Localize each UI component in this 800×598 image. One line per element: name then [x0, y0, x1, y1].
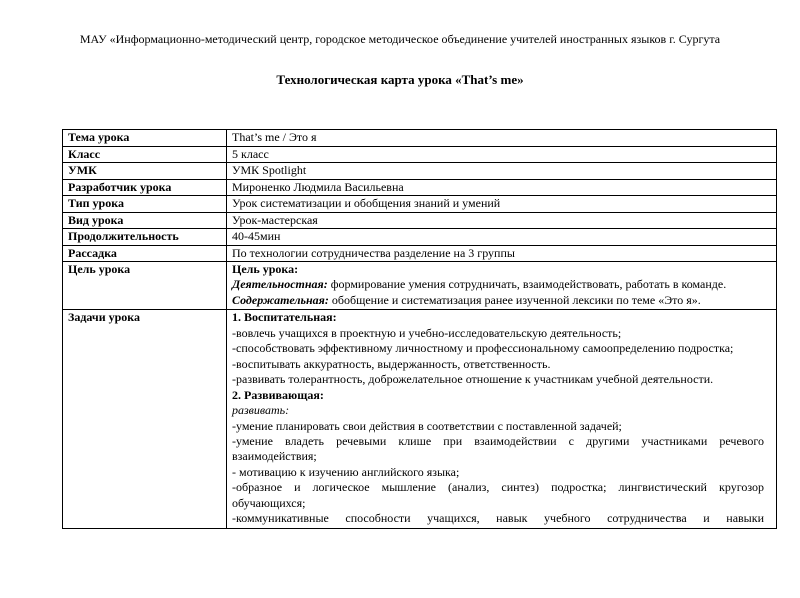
goal-text: формирование умения сотрудничать, взаимодействовать, работать в команде. [330, 277, 727, 292]
goal-paragraph [232, 293, 764, 308]
goal-cell [227, 262, 777, 310]
goal-text: обобщение и систематизация ранее изученной лексики по теме «Это я». [331, 292, 701, 307]
table-row [63, 163, 777, 180]
row-label: Класс [63, 146, 227, 163]
row-value: По технологии сотрудничества разделение на 3 группы [227, 245, 777, 262]
row-label: Задачи урока [63, 310, 227, 528]
row-label: Вид урока [63, 212, 227, 229]
goal-paragraph [232, 277, 764, 292]
row-value: Урок систематизации и обобщения знаний и умений [227, 196, 777, 213]
row-value: That’s me / Это я [227, 130, 777, 147]
table-row [63, 179, 777, 196]
row-value: 40-45мин [227, 229, 777, 246]
tasks-block: 2. Развивающая: [232, 387, 324, 402]
goal-lead: Деятельностная: [232, 277, 328, 292]
document-header: МАУ «Информационно-методический центр, городское методическое объединение учителей иностранных языков г. Сургута [79, 32, 721, 46]
row-label: Рассадка [63, 245, 227, 262]
table-row [63, 196, 777, 213]
page-title: Технологическая карта урока «That’s me» [276, 72, 524, 87]
row-label: Продолжительность [63, 229, 227, 246]
row-value: Урок-мастерская [227, 212, 777, 229]
row-label: Тип урока [63, 196, 227, 213]
goal-lead: Содержательная: [232, 292, 329, 307]
tasks-block: -умение планировать свои действия в соответствии с поставленной задачей; [232, 418, 622, 433]
table-row [63, 245, 777, 262]
tasks-block: -воспитывать аккуратность, выдержанность, ответственность. [232, 356, 551, 371]
row-label: Тема урока [63, 130, 227, 147]
row-label: Разработчик урока [63, 179, 227, 196]
row-value: УМК Spotlight [227, 163, 777, 180]
tasks-cell [227, 310, 777, 528]
row-value: Мироненко Людмила Васильевна [227, 179, 777, 196]
row-value: 5 класс [227, 146, 777, 163]
tasks-block: - мотивацию к изучению английского языка; [232, 464, 460, 479]
table-row-goal [63, 262, 777, 310]
table-row [63, 212, 777, 229]
table-row [63, 130, 777, 147]
goal-heading: Цель урока: [232, 262, 299, 276]
row-label: УМК [63, 163, 227, 180]
tasks-block: -развивать толерантность, доброжелательное отношение к участникам учебной деятельности. [232, 372, 714, 387]
table-row [63, 229, 777, 246]
table-row [63, 146, 777, 163]
tasks-block: -способствовать эффективному личностному и профессиональному самоопределению подростка; [232, 341, 734, 356]
document-page [0, 32, 800, 598]
lesson-plan-table [62, 129, 777, 529]
tasks-block: -коммуникативные способности учащихся, навык учебного сотрудничества и навыки [232, 511, 764, 526]
tasks-block: -вовлечь учащихся в проектную и учебно-исследовательскую деятельность; [232, 325, 622, 340]
tasks-block: развивать: [232, 403, 290, 418]
tasks-block: -умение владеть речевыми клише при взаимодействии с другими участниками речевого взаимодействия; [232, 433, 764, 464]
row-label: Цель урока [63, 262, 227, 310]
tasks-block: -образное и логическое мышление (анализ, синтез) подростка; лингвистический кругозор обучающихся; [232, 480, 764, 510]
tasks-block: 1. Воспитательная: [232, 310, 337, 325]
table-row-tasks [63, 310, 777, 528]
